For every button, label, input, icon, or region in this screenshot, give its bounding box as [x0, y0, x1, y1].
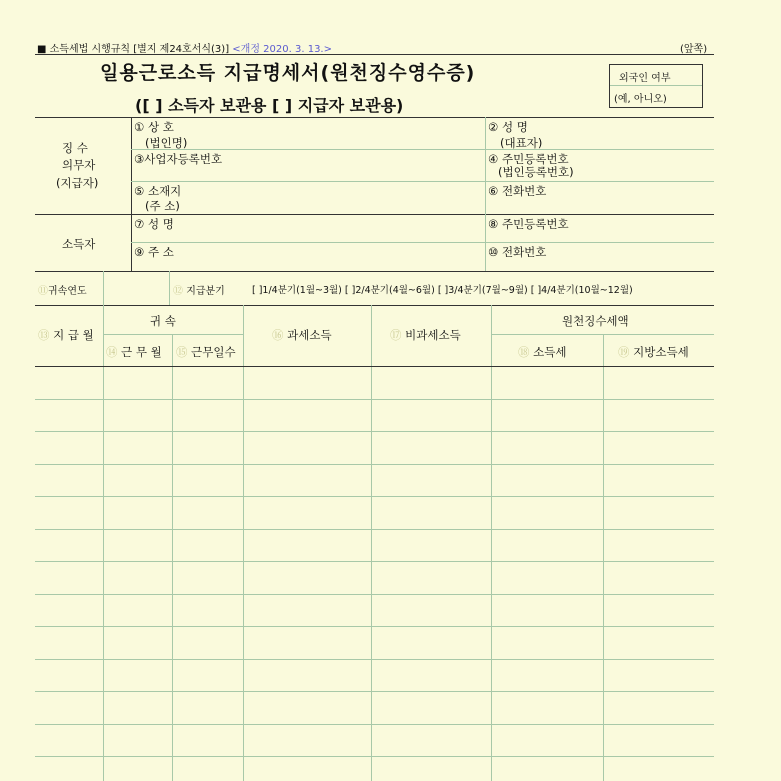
- payer-label-2: 의무자: [62, 158, 96, 172]
- foreigner-options: (예, 아니오): [614, 94, 667, 105]
- payer-label-1: 징 수: [62, 141, 88, 155]
- foreigner-label: 외국인 여부: [619, 73, 671, 84]
- foreigner-status-box: [609, 64, 703, 108]
- representative-label: ② 성 명: [488, 120, 528, 134]
- table-row: [35, 691, 714, 692]
- earner-name-label: ⑦ 성 명: [134, 217, 174, 231]
- payer-label-3: (지급자): [56, 176, 99, 190]
- income-tax-header: ⑱ 소득세: [518, 345, 567, 359]
- quarter-options: [ ]1/4분기(1월~3월) [ ]2/4분기(4월~6월) [ ]3/4분기(7월~9월) [ ]4/4분기(10월~12월): [252, 285, 633, 296]
- table-row: [35, 724, 714, 725]
- earner-label: 소득자: [62, 237, 96, 251]
- business-reg-number-label: ③사업자등록번호: [134, 152, 223, 166]
- table-row: [35, 399, 714, 400]
- table-row: [35, 464, 714, 465]
- table-row: [35, 756, 714, 757]
- payer-phone-label: ⑥ 전화번호: [488, 184, 547, 198]
- revision-date: <개정 2020. 3. 13.>: [232, 44, 332, 55]
- page-side-label: (앞쪽): [680, 44, 708, 55]
- table-row: [35, 496, 714, 497]
- form-subtitle: ([ ] 소득자 보관용 [ ] 지급자 보관용): [135, 96, 404, 115]
- pay-month-header: ⑬ 지 급 월: [38, 328, 94, 342]
- table-row: [35, 594, 714, 595]
- attribution-header: 귀 속: [150, 314, 176, 328]
- local-income-tax-header: ⑲ 지방소득세: [618, 345, 689, 359]
- payment-quarter-label: ⑫ 지급분기: [173, 286, 225, 297]
- work-month-header: ⑭ 근 무 월: [106, 345, 162, 359]
- table-row: [35, 659, 714, 660]
- resident-reg-number-label: ④ 주민등록번호: [488, 152, 569, 166]
- table-row: [35, 431, 714, 432]
- attribution-year-label: ⑪귀속연도: [38, 286, 87, 297]
- earner-resident-number-label: ⑧ 주민등록번호: [488, 217, 569, 231]
- representative-sublabel: (대표자): [500, 136, 543, 150]
- company-name-sublabel: (법인명): [145, 136, 188, 150]
- form-title: 일용근로소득 지급명세서(원천징수영수증): [100, 62, 476, 84]
- table-row: [35, 529, 714, 530]
- earner-phone-label: ⑩ 전화번호: [488, 245, 547, 259]
- top-rule: [35, 54, 714, 55]
- table-row: [35, 626, 714, 627]
- company-name-label: ① 상 호: [134, 120, 174, 134]
- table-row: [35, 561, 714, 562]
- taxable-income-header: ⑯ 과세소득: [272, 328, 332, 342]
- location-label: ⑤ 소재지: [134, 184, 182, 198]
- corporate-reg-number-label: (법인등록번호): [498, 165, 574, 179]
- work-days-header: ⑮ 근무일수: [176, 345, 236, 359]
- law-reference: ■ 소득세법 시행규칙 [별지 제24호서식(3)] <개정 2020. 3. 13.>: [37, 44, 332, 55]
- earner-address-label: ⑨ 주 소: [134, 245, 174, 259]
- address-sublabel: (주 소): [145, 199, 180, 213]
- nontaxable-income-header: ⑰ 비과세소득: [390, 328, 461, 342]
- withholding-tax-header: 원천징수세액: [562, 314, 629, 328]
